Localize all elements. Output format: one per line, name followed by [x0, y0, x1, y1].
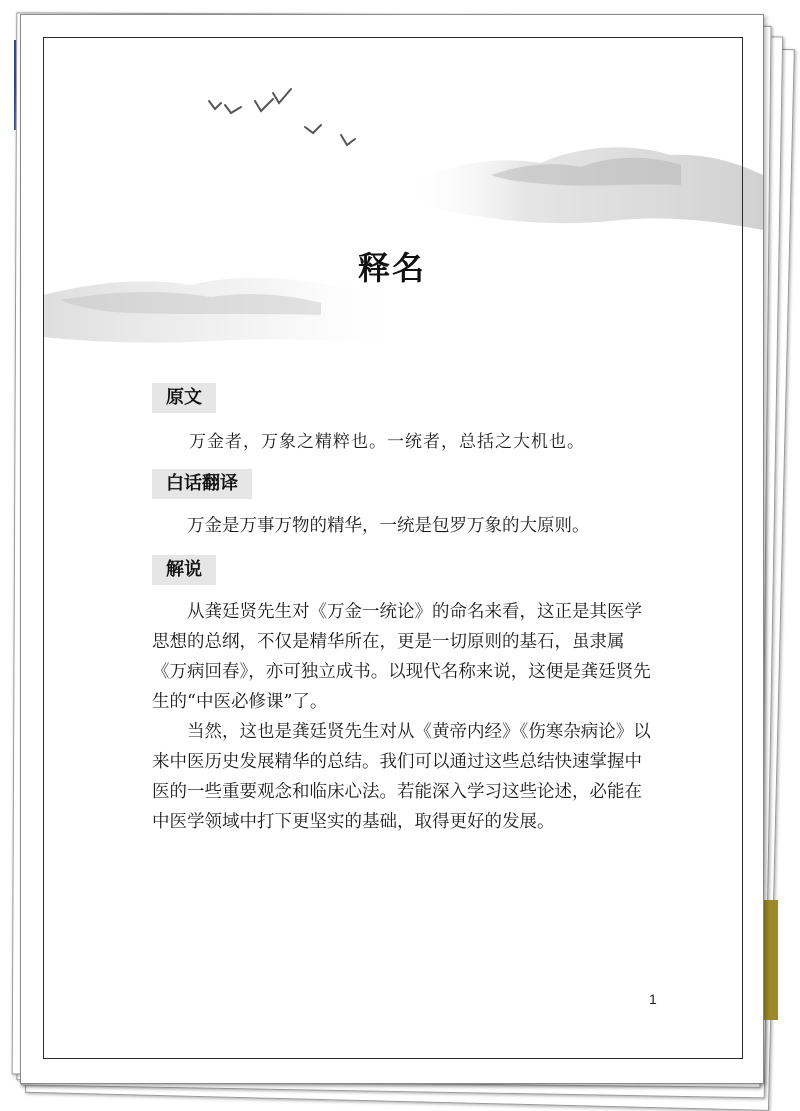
- commentary-paragraph-1: 从龚廷贤先生对《万金一统论》的命名来看，这正是其医学思想的总纲，不仅是精华所在，更是一切原则的基石，虽隶属《万病回春》，亦可独立成书。以现代名称来说，这便是龚廷贤先生的“中医必修课”了。: [152, 602, 651, 712]
- book-edge-gold: [764, 900, 778, 1020]
- page-title: 释名: [357, 249, 426, 287]
- section-label-commentary: 解说: [152, 555, 216, 585]
- translation-text: 万金是万事万物的精华，一统是包罗万象的大原则。: [187, 516, 590, 536]
- page-border-frame: [43, 37, 743, 1059]
- section-label-translation: 白话翻译: [152, 469, 252, 499]
- section-label-original: 原文: [152, 383, 216, 413]
- original-text: 万金者，万象之精粹也。一统者，总括之大机也。: [189, 432, 585, 452]
- page-number: 1: [649, 991, 657, 1007]
- book-page: [20, 14, 764, 1084]
- commentary-paragraph-2: 当然，这也是龚廷贤先生对从《黄帝内经》《伤寒杂病论》以来中医历史发展精华的总结。我们可以通过这些总结快速掌握中医的一些重要观念和临床心法。若能深入学习这些论述，必能在中医学领域中打下更坚实的基础，取得更好的发展。: [152, 722, 651, 832]
